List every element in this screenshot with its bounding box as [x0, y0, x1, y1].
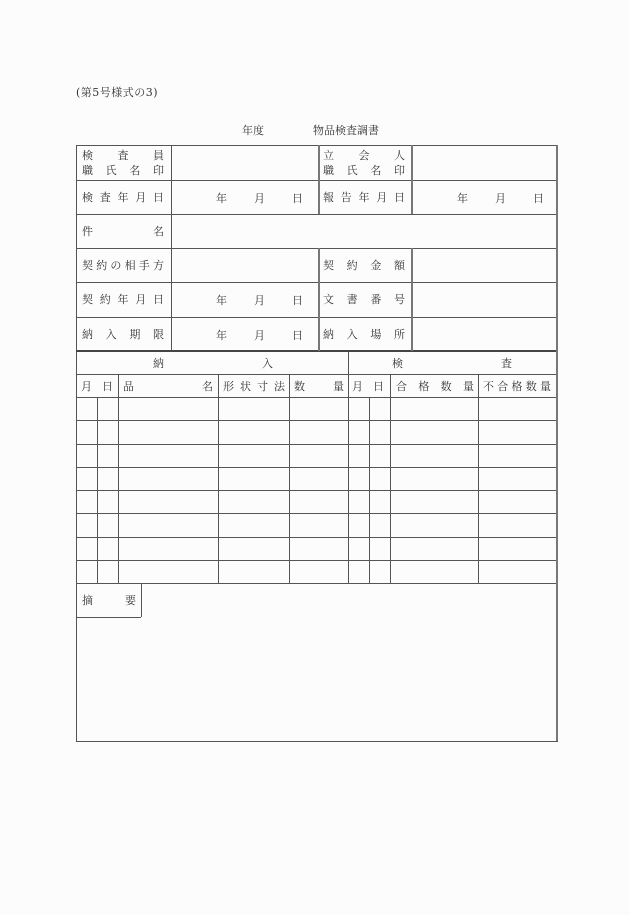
row-5-item-name-cell[interactable]: [119, 491, 218, 513]
section-divider: [76, 350, 556, 352]
label-inspector-title-name-seal: 職 氏 名 印: [82, 164, 164, 177]
row-5-fail-quantity-cell[interactable]: [479, 491, 556, 513]
row-7-delivery-month-cell[interactable]: [77, 538, 97, 560]
row-8-inspect-month-cell[interactable]: [349, 561, 369, 583]
row-1-spec-cell[interactable]: [219, 398, 289, 420]
contract-amount-field[interactable]: [413, 249, 555, 281]
row-1-quantity-cell[interactable]: [290, 398, 348, 420]
row-3-item-name-cell[interactable]: [119, 445, 218, 467]
label-delivery-deadline: 納 入 期 限: [82, 328, 164, 341]
row-5-spec-cell[interactable]: [219, 491, 289, 513]
row-3-pass-quantity-cell[interactable]: [391, 445, 478, 467]
inspection-date-d: 日: [292, 192, 303, 205]
row-3-quantity-cell[interactable]: [290, 445, 348, 467]
page-title: 物品検査調書: [313, 124, 379, 137]
label-subject: 件 名: [82, 225, 164, 238]
grid-line: [318, 145, 320, 180]
row-8-quantity-cell[interactable]: [290, 561, 348, 583]
row-4-item-name-cell[interactable]: [119, 468, 218, 490]
row-7-inspect-month-cell[interactable]: [349, 538, 369, 560]
contract-date-m: 月: [254, 294, 265, 307]
grid-line: [318, 282, 320, 317]
inspection-date-m: 月: [254, 192, 265, 205]
row-3-delivery-day-cell[interactable]: [98, 445, 118, 467]
grid-line: [318, 248, 320, 282]
row-5-quantity-cell[interactable]: [290, 491, 348, 513]
row-4-fail-quantity-cell[interactable]: [479, 468, 556, 490]
row-7-delivery-day-cell[interactable]: [98, 538, 118, 560]
row-6-spec-cell[interactable]: [219, 514, 289, 536]
grid-line: [76, 617, 141, 618]
delivery-deadline-m: 月: [254, 329, 265, 342]
grid-line: [76, 145, 77, 741]
delivery-place-field[interactable]: [413, 318, 555, 350]
form-id: (第5号様式の3): [76, 86, 159, 99]
row-7-quantity-cell[interactable]: [290, 538, 348, 560]
row-8-item-name-cell[interactable]: [119, 561, 218, 583]
row-5-delivery-month-cell[interactable]: [77, 491, 97, 513]
row-3-spec-cell[interactable]: [219, 445, 289, 467]
row-2-item-name-cell[interactable]: [119, 421, 218, 443]
row-2-pass-quantity-cell[interactable]: [391, 421, 478, 443]
contract-date-y: 年: [216, 294, 227, 307]
row-3-fail-quantity-cell[interactable]: [479, 445, 556, 467]
row-8-pass-quantity-cell[interactable]: [391, 561, 478, 583]
contract-date-d: 日: [292, 294, 303, 307]
row-5-inspect-day-cell[interactable]: [370, 491, 390, 513]
row-6-delivery-day-cell[interactable]: [98, 514, 118, 536]
grid-line: [76, 741, 558, 742]
delivery-deadline-y: 年: [216, 329, 227, 342]
inspector-name-field[interactable]: [172, 146, 317, 179]
col-quantity: 数 量: [294, 380, 344, 393]
label-remarks: 摘 要: [82, 594, 136, 607]
row-7-inspect-day-cell[interactable]: [370, 538, 390, 560]
row-3-inspect-day-cell[interactable]: [370, 445, 390, 467]
row-4-delivery-month-cell[interactable]: [77, 468, 97, 490]
col-spec: 形 状 寸 法: [223, 380, 285, 393]
row-2-inspect-month-cell[interactable]: [349, 421, 369, 443]
report-date-m: 月: [495, 192, 506, 205]
subject-field[interactable]: [172, 215, 555, 247]
row-2-delivery-day-cell[interactable]: [98, 421, 118, 443]
label-report-date: 報 告 年 月 日: [323, 191, 405, 204]
row-1-inspect-month-cell[interactable]: [349, 398, 369, 420]
row-4-spec-cell[interactable]: [219, 468, 289, 490]
row-8-fail-quantity-cell[interactable]: [479, 561, 556, 583]
label-inspection-date: 検 査 年 月 日: [82, 191, 164, 204]
col-fail-quantity: 不 合 格 数 量: [483, 380, 551, 393]
row-6-delivery-month-cell[interactable]: [77, 514, 97, 536]
row-4-pass-quantity-cell[interactable]: [391, 468, 478, 490]
row-7-pass-quantity-cell[interactable]: [391, 538, 478, 560]
row-8-inspect-day-cell[interactable]: [370, 561, 390, 583]
row-1-item-name-cell[interactable]: [119, 398, 218, 420]
title-year-label: 年度: [242, 124, 264, 137]
label-witness-title-name-seal: 職 氏 名 印: [323, 164, 405, 177]
label-delivery-place: 納 入 場 所: [323, 328, 405, 341]
contract-date-field[interactable]: [172, 283, 317, 316]
row-7-fail-quantity-cell[interactable]: [479, 538, 556, 560]
label-contract-amount: 契 約 金 額: [323, 259, 405, 272]
row-7-spec-cell[interactable]: [219, 538, 289, 560]
row-6-inspect-day-cell[interactable]: [370, 514, 390, 536]
row-6-pass-quantity-cell[interactable]: [391, 514, 478, 536]
row-6-inspect-month-cell[interactable]: [349, 514, 369, 536]
row-7-item-name-cell[interactable]: [119, 538, 218, 560]
row-4-inspect-month-cell[interactable]: [349, 468, 369, 490]
row-5-inspect-month-cell[interactable]: [349, 491, 369, 513]
row-2-inspect-day-cell[interactable]: [370, 421, 390, 443]
row-2-quantity-cell[interactable]: [290, 421, 348, 443]
row-4-quantity-cell[interactable]: [290, 468, 348, 490]
row-5-pass-quantity-cell[interactable]: [391, 491, 478, 513]
delivery-deadline-field[interactable]: [172, 318, 317, 350]
label-witness: 立 会 人: [323, 149, 405, 162]
row-8-delivery-day-cell[interactable]: [98, 561, 118, 583]
remarks-field[interactable]: [142, 584, 555, 740]
grid-line: [76, 374, 556, 375]
row-3-inspect-month-cell[interactable]: [349, 445, 369, 467]
row-6-item-name-cell[interactable]: [119, 514, 218, 536]
grid-line: [318, 180, 320, 214]
row-2-spec-cell[interactable]: [219, 421, 289, 443]
row-3-delivery-month-cell[interactable]: [77, 445, 97, 467]
col-item-name: 品 名: [123, 380, 213, 393]
witness-name-field[interactable]: [413, 146, 555, 179]
row-8-delivery-month-cell[interactable]: [77, 561, 97, 583]
row-1-fail-quantity-cell[interactable]: [479, 398, 556, 420]
row-2-delivery-month-cell[interactable]: [77, 421, 97, 443]
row-1-inspect-day-cell[interactable]: [370, 398, 390, 420]
row-8-spec-cell[interactable]: [219, 561, 289, 583]
row-1-pass-quantity-cell[interactable]: [391, 398, 478, 420]
report-date-y: 年: [457, 192, 468, 205]
col-inspect-month-day: 月 日: [352, 380, 384, 393]
row-2-fail-quantity-cell[interactable]: [479, 421, 556, 443]
delivery-deadline-d: 日: [292, 329, 303, 342]
col-delivery-month-day: 月 日: [81, 380, 113, 393]
label-inspector: 検 査 員: [82, 149, 164, 162]
report-date-d: 日: [533, 192, 544, 205]
inspection-date-field[interactable]: [172, 181, 317, 213]
grid-line: [318, 317, 320, 351]
col-pass-quantity: 合 格 数 量: [396, 380, 474, 393]
row-5-delivery-day-cell[interactable]: [98, 491, 118, 513]
label-contractor: 契 約 の 相 手 方: [82, 259, 164, 272]
row-4-delivery-day-cell[interactable]: [98, 468, 118, 490]
row-4-inspect-day-cell[interactable]: [370, 468, 390, 490]
grid-line: [556, 145, 558, 741]
row-6-quantity-cell[interactable]: [290, 514, 348, 536]
inspection-date-y: 年: [216, 192, 227, 205]
row-1-delivery-month-cell[interactable]: [77, 398, 97, 420]
report-date-field[interactable]: [413, 181, 555, 213]
contractor-field[interactable]: [172, 249, 317, 281]
row-6-fail-quantity-cell[interactable]: [479, 514, 556, 536]
row-1-delivery-day-cell[interactable]: [98, 398, 118, 420]
document-number-field[interactable]: [413, 283, 555, 316]
section-delivery: 納 入: [153, 357, 273, 370]
section-inspection: 検 査: [392, 357, 512, 370]
label-document-number: 文 書 番 号: [323, 293, 405, 306]
label-contract-date: 契 約 年 月 日: [82, 293, 164, 306]
